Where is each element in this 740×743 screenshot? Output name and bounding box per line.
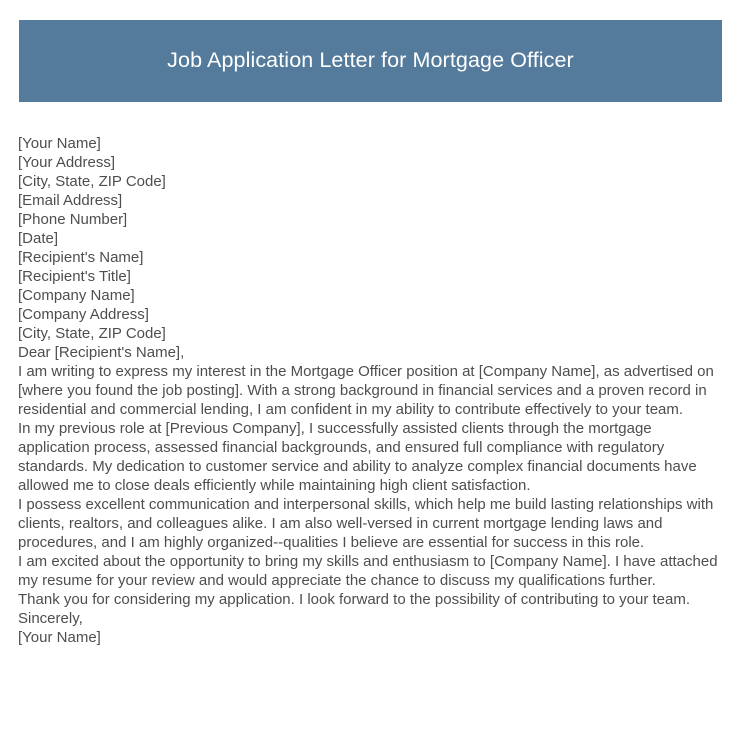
sender-city-state-zip-line: [City, State, ZIP Code] (18, 173, 166, 190)
recipient-title-line: [Recipient's Title] (18, 268, 131, 285)
body-paragraph-3: I possess excellent communication and interpersonal skills, which help me build lasting relationships with clients, realtors, and colleagues alike. I am also well-versed in current mortgage lending laws and procedures, and I am highly organized--qualities I believe are essential for success in this role. (18, 496, 714, 551)
sender-email-line: [Email Address] (18, 192, 123, 209)
signature-name-line: [Your Name] (18, 629, 101, 646)
body-paragraph-5: Thank you for considering my application. I look forward to the possibility of contributing to your team. (18, 591, 691, 608)
recipient-name-line: [Recipient's Name] (18, 249, 144, 266)
document-header-banner (19, 20, 722, 102)
salutation-line: Dear [Recipient's Name], (18, 344, 185, 361)
recipient-city-state-zip-line: [City, State, ZIP Code] (18, 325, 166, 342)
body-paragraph-4: I am excited about the opportunity to bring my skills and enthusiasm to [Company Name]. I have attached my resume for your review and would appreciate the chance to discuss my qualifications further. (18, 553, 718, 589)
sender-address-line: [Your Address] (18, 154, 116, 171)
closing-line: Sincerely, (18, 610, 83, 627)
body-paragraph-2: In my previous role at [Previous Company], I successfully assisted clients through the mortgage application process, assessed financial backgrounds, and ensured full compliance with regulatory standards. My dedication to customer service and ability to analyze complex financial documents have allowed me to close deals efficiently while maintaining high client satisfaction. (18, 420, 697, 494)
body-paragraph-1: I am writing to express my interest in the Mortgage Officer position at [Company Name], as advertised on [where you found the job posting]. With a strong background in financial services and a proven record in residential and commercial lending, I am confident in my ability to contribute effectively to your team. (18, 363, 714, 418)
letter-content (18, 134, 722, 647)
recipient-company-address-line: [Company Address] (18, 306, 149, 323)
recipient-company-line: [Company Name] (18, 287, 135, 304)
page-title: Job Application Letter for Mortgage Officer (167, 48, 574, 73)
sender-name-line: [Your Name] (18, 135, 101, 152)
sender-phone-line: [Phone Number] (18, 211, 128, 228)
date-line: [Date] (18, 230, 59, 247)
